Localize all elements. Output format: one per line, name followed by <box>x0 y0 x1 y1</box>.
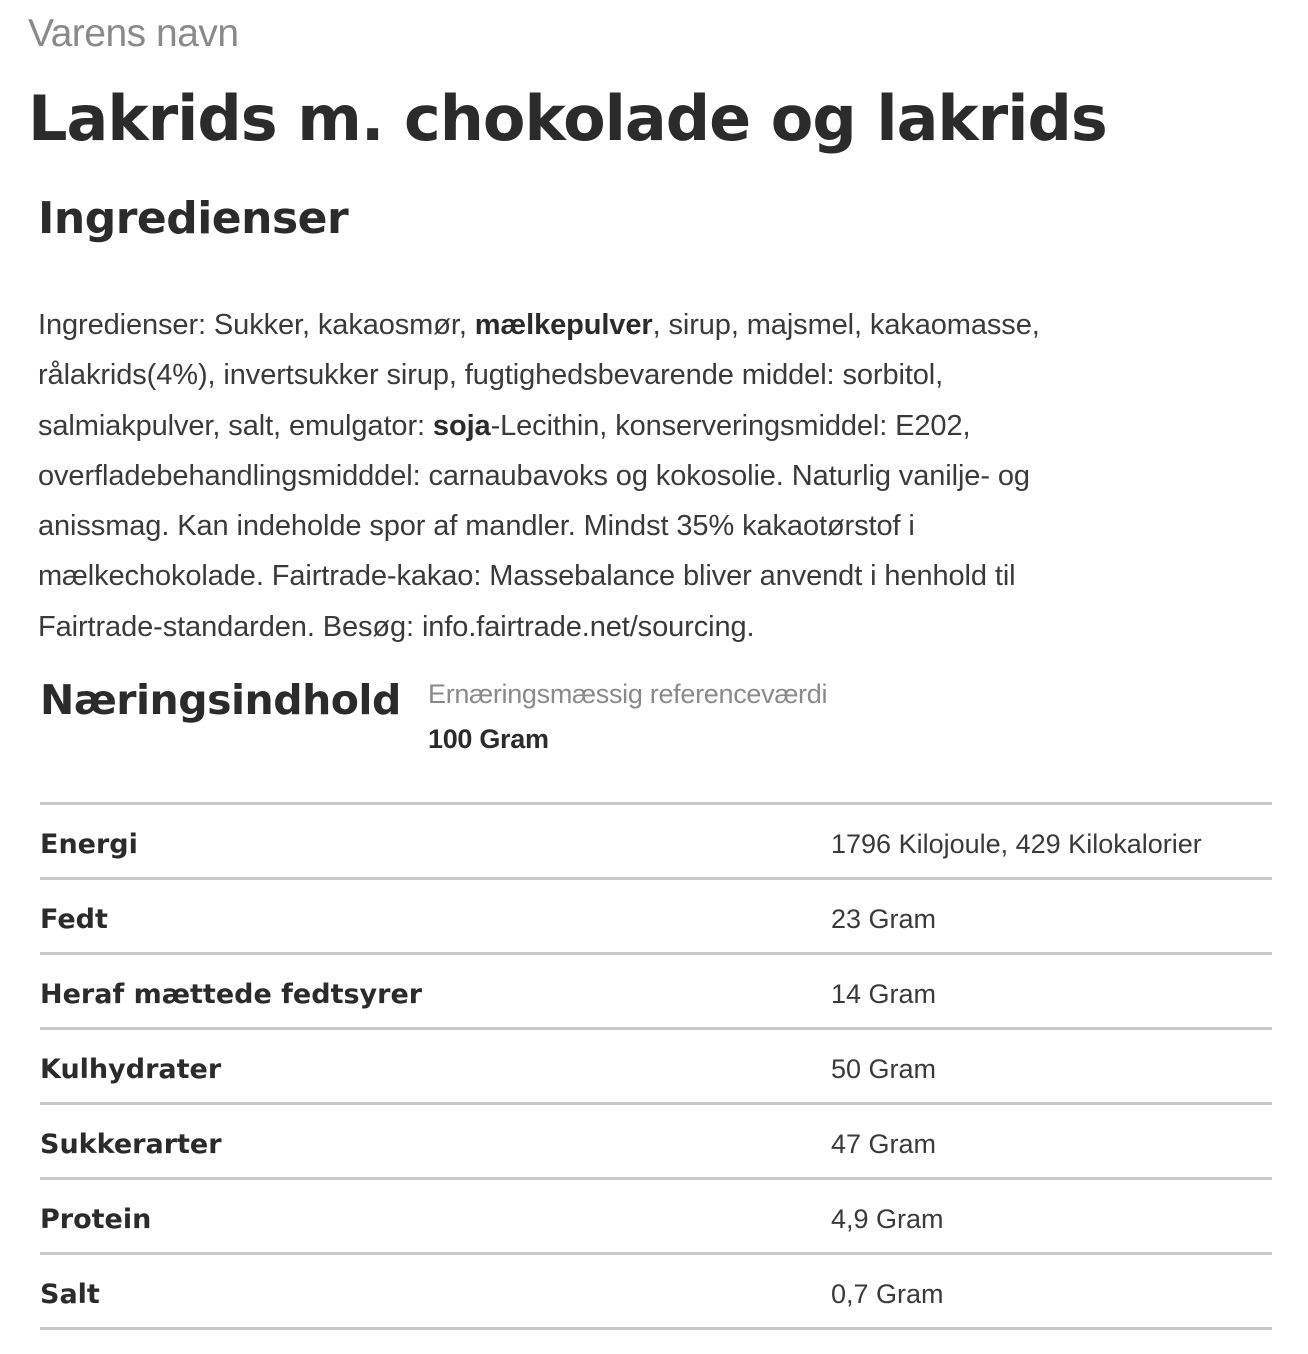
ingredients-line <box>38 551 1248 601</box>
ingredient-text: , sirup, majsmel, kakaomasse, <box>652 309 1040 341</box>
ingredient-text: anissmag. Kan indeholde spor af mandler. Mindst 35% kakaotørstof i <box>38 510 915 543</box>
nutrient-name: Sukkerarter <box>40 1129 222 1160</box>
ingredient-text: Fairtrade-standarden. Besøg: info.fairtrade.net/sourcing. <box>38 610 755 643</box>
nutrition-heading: Næringsindhold <box>40 676 401 724</box>
table-row <box>40 1105 1272 1180</box>
ingredient-text: -Lecithin, konserveringsmiddel: E202, <box>490 409 971 442</box>
ingredient-text: Ingredienser: Sukker, kakaosmør, <box>38 309 475 341</box>
nutrient-value: 14 Gram <box>831 979 937 1009</box>
nutrient-name: Salt <box>40 1279 100 1310</box>
table-row <box>40 1030 1272 1105</box>
nutrition-table <box>40 802 1272 1330</box>
ingredients-heading: Ingredienser <box>38 193 349 244</box>
ingredient-text: mælkechokolade. Fairtrade-kakao: Massebalance bliver anvendt i henhold til <box>38 560 1016 593</box>
nutrient-value: 4,9 Gram <box>831 1204 944 1234</box>
table-row <box>40 1255 1272 1330</box>
item-name-label: Varens navn <box>28 12 239 55</box>
nutrient-value: 1796 Kilojoule, 429 Kilokalorier <box>831 829 1202 859</box>
ingredients-line <box>38 451 1248 501</box>
ingredients-line <box>38 602 1248 652</box>
allergen-text: mælkepulver <box>474 309 653 341</box>
nutrient-name: Heraf mættede fedtsyrer <box>40 979 423 1010</box>
allergen-text: soja <box>432 409 491 442</box>
table-row <box>40 880 1272 955</box>
nutrient-value: 0,7 Gram <box>831 1279 944 1309</box>
reference-value: 100 Gram <box>428 724 549 754</box>
product-title: Lakrids m. chokolade og lakrids <box>28 82 1107 155</box>
ingredients-line <box>38 401 1248 451</box>
table-row <box>40 1180 1272 1255</box>
nutrient-value: 50 Gram <box>831 1054 937 1084</box>
reference-label: Ernæringsmæssig referenceværdi <box>428 679 828 709</box>
nutrient-name: Protein <box>40 1204 152 1235</box>
nutrient-value: 47 Gram <box>831 1129 937 1159</box>
ingredient-text: rålakrids(4%), invertsukker sirup, fugtighedsbevarende middel: sorbitol, <box>38 359 944 392</box>
nutrient-name: Kulhydrater <box>40 1054 222 1085</box>
ingredients-line <box>38 501 1248 551</box>
ingredients-line <box>38 350 1248 400</box>
ingredient-text: overfladebehandlingsmidddel: carnaubavoks og kokosolie. Naturlig vanilje- og <box>38 459 1030 492</box>
ingredients-text <box>38 300 1248 652</box>
ingredients-line <box>38 300 1248 350</box>
nutrient-name: Energi <box>40 829 138 860</box>
table-row <box>40 805 1272 880</box>
table-row <box>40 955 1272 1030</box>
nutrient-name: Fedt <box>40 904 108 935</box>
ingredient-text: salmiakpulver, salt, emulgator: <box>38 409 433 442</box>
nutrient-value: 23 Gram <box>831 904 937 934</box>
